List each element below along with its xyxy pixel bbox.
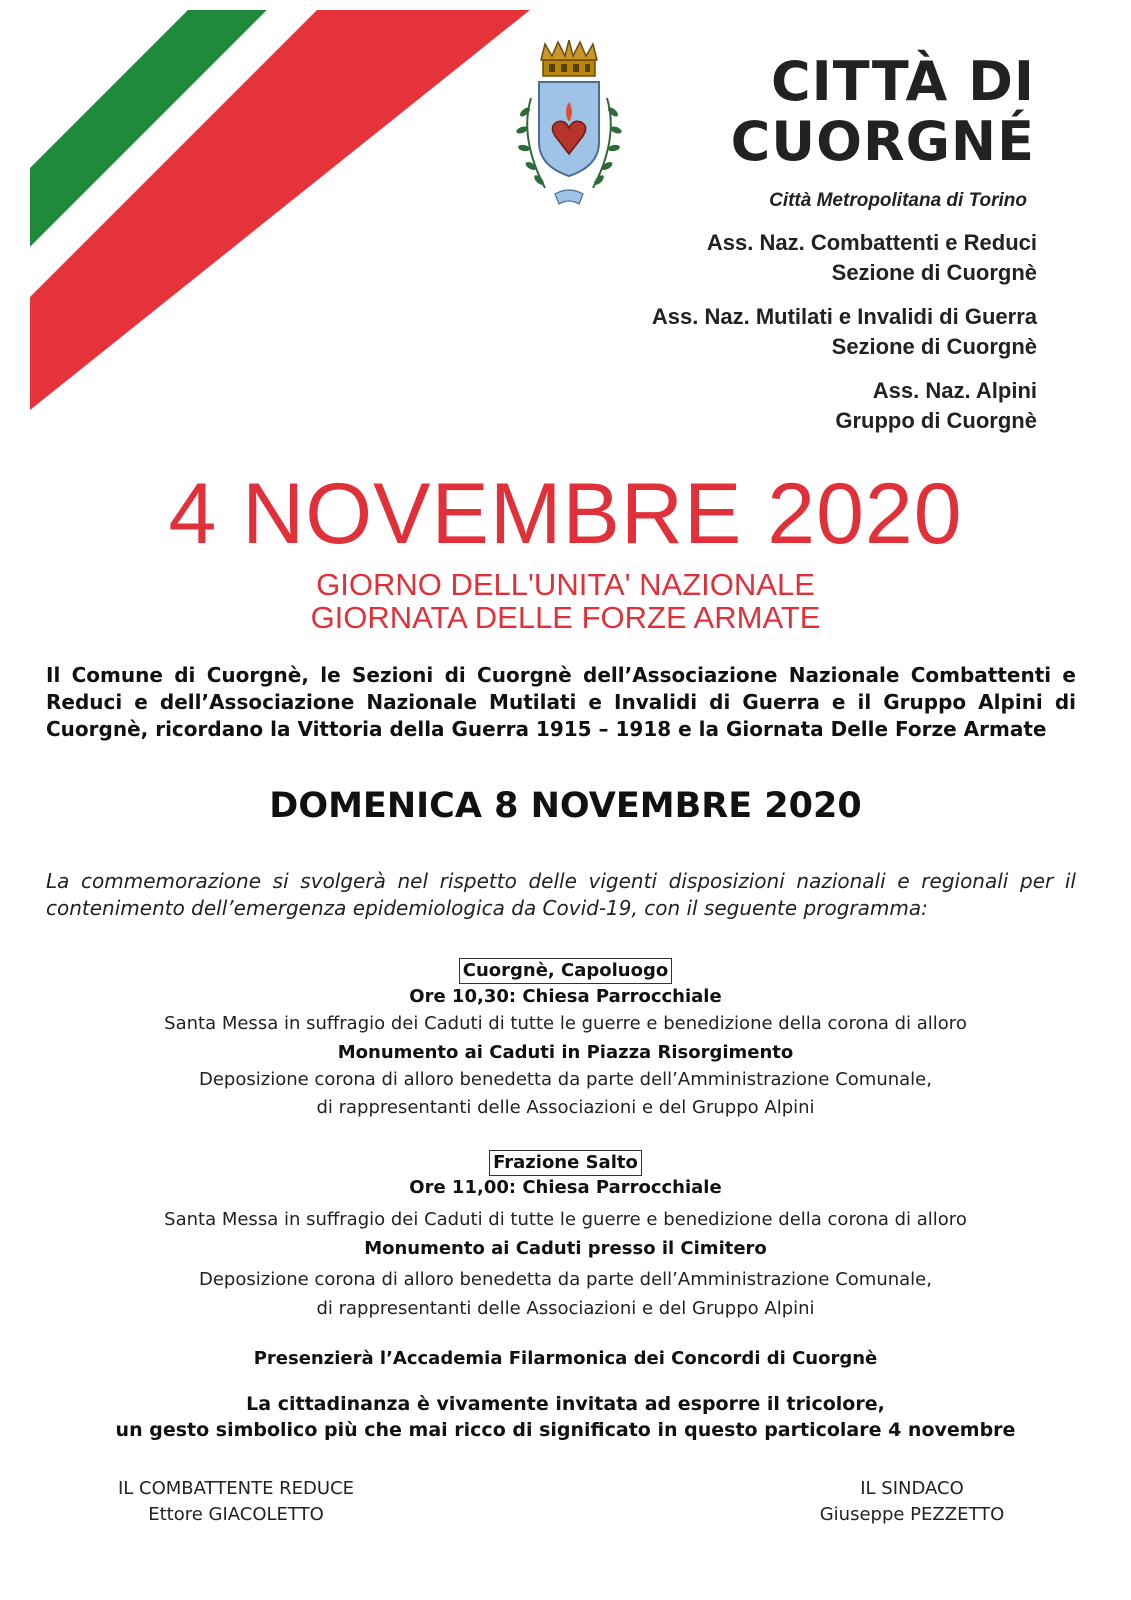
intro-paragraph: Il Comune di Cuorgnè, le Sezioni di Cuorgnè dell’Associazione Nazionale Combattenti e Reduci e dell’Associazione Nazionale Mutilati e Invalidi di Guerra e il Gruppo Alpini di Cuorgnè, ricordano la Vittoria della Guerra 1915 – 1918 e la Giornata Delle Forze Armate bbox=[46, 663, 1076, 741]
association-name: Ass. Naz. Combattenti e Reduci bbox=[706, 230, 1037, 255]
program-place bbox=[0, 1150, 1131, 1176]
coat-of-arms-icon bbox=[505, 38, 633, 220]
association-combattenti bbox=[707, 228, 1037, 288]
signature-mayor bbox=[782, 1476, 1042, 1528]
program-place bbox=[0, 958, 1131, 984]
association-section: Gruppo di Cuorgnè bbox=[835, 408, 1037, 433]
signature-name: Giuseppe PEZZETTO bbox=[819, 1504, 1005, 1525]
program-mass: Santa Messa in suffragio dei Caduti di tutte le guerre e benedizione della corona di alloro bbox=[164, 1209, 967, 1230]
ceremony-date: DOMENICA 8 NOVEMBRE 2020 bbox=[269, 786, 862, 826]
city-name-line1: CITTÀ DI bbox=[771, 50, 1035, 113]
program-deposit-line1: Deposizione corona di alloro benedetta da parte dell’Amministrazione Comunale, bbox=[199, 1269, 932, 1290]
commemoration-paragraph: La commemorazione si svolgerà nel rispetto delle vigenti disposizioni nazionali e regionali per il contenimento dell’emergenza epidemiologica da Covid-19, con il seguente programma: bbox=[46, 869, 1076, 920]
event-date-title: 4 NOVEMBRE 2020 bbox=[168, 466, 963, 562]
national-unity-day-subtitle: GIORNO DELL'UNITA' NAZIONALE bbox=[316, 567, 815, 602]
place-label-salto: Frazione Salto bbox=[489, 1150, 642, 1176]
association-alpini bbox=[835, 376, 1037, 436]
program-monument: Monumento ai Caduti presso il Cimitero bbox=[364, 1238, 767, 1259]
armed-forces-day-subtitle: GIORNATA DELLE FORZE ARMATE bbox=[310, 600, 821, 635]
place-label-capoluogo: Cuorgnè, Capoluogo bbox=[459, 958, 673, 984]
signature-name: Ettore GIACOLETTO bbox=[148, 1504, 324, 1525]
association-section: Sezione di Cuorgnè bbox=[831, 260, 1037, 285]
city-name-line2: CUORGNÉ bbox=[730, 110, 1035, 173]
program-monument: Monumento ai Caduti in Piazza Risorgimento bbox=[337, 1042, 794, 1063]
association-name: Ass. Naz. Alpini bbox=[872, 378, 1037, 403]
program-time: Ore 11,00: Chiesa Parrocchiale bbox=[409, 1177, 722, 1198]
city-name bbox=[731, 52, 1035, 172]
program-deposit-line1: Deposizione corona di alloro benedetta da parte dell’Amministrazione Comunale, bbox=[199, 1069, 932, 1090]
program-time: Ore 10,30: Chiesa Parrocchiale bbox=[409, 986, 722, 1007]
association-section: Sezione di Cuorgnè bbox=[831, 334, 1037, 359]
signature-veteran bbox=[86, 1476, 386, 1528]
crown-icon bbox=[541, 40, 597, 76]
signature-role: IL SINDACO bbox=[860, 1478, 964, 1499]
program-deposit-line2: di rappresentanti delle Associazioni e del Gruppo Alpini bbox=[316, 1298, 815, 1319]
program-mass: Santa Messa in suffragio dei Caduti di tutte le guerre e benedizione della corona di alloro bbox=[164, 1013, 967, 1034]
band-announcement: Presenzierà l’Accademia Filarmonica dei Concordi di Cuorgnè bbox=[253, 1348, 878, 1369]
program-deposit-line2: di rappresentanti delle Associazioni e del Gruppo Alpini bbox=[316, 1097, 815, 1118]
ribbon-bow-icon bbox=[555, 190, 583, 204]
tricolor-flag-band bbox=[0, 0, 560, 420]
association-mutilati bbox=[652, 302, 1037, 362]
invitation-line2: un gesto simbolico più che mai ricco di significato in questo particolare 4 novembre bbox=[115, 1419, 1016, 1441]
association-name: Ass. Naz. Mutilati e Invalidi di Guerra bbox=[651, 304, 1037, 329]
signature-role: IL COMBATTENTE REDUCE bbox=[117, 1478, 355, 1499]
invitation-line1: La cittadinanza è vivamente invitata ad esporre il tricolore, bbox=[246, 1393, 885, 1415]
metropolitan-city-label: Città Metropolitana di Torino bbox=[769, 190, 1027, 211]
